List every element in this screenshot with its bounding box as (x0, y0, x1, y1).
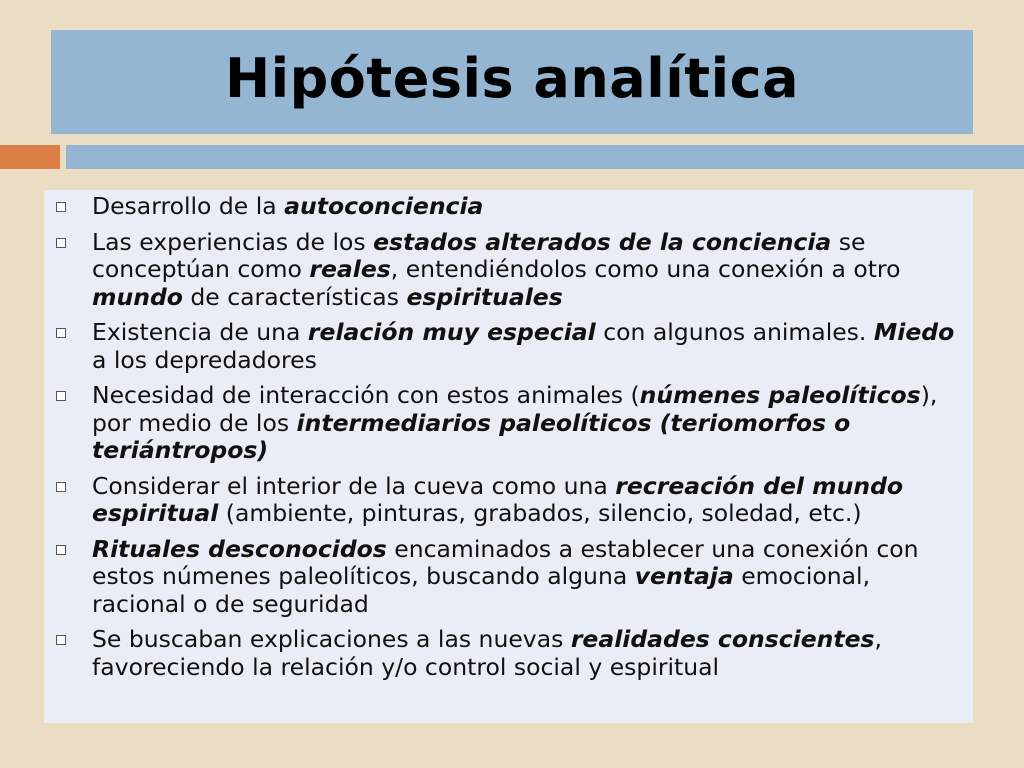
content-box (44, 190, 973, 723)
emphasized-text: realidades conscientes (570, 625, 875, 653)
bullet-text: Desarrollo de la (92, 192, 285, 220)
bullet-text: , favoreciendo la relación y/o control social y espiritual (92, 625, 883, 681)
bullet-text: Existencia de una (92, 318, 308, 346)
emphasized-text: relación muy especial (307, 318, 596, 346)
bullet-item (92, 473, 961, 528)
square-bullet-icon (56, 482, 66, 492)
square-bullet-icon (56, 202, 66, 212)
bullet-text: con algunos animales. (595, 318, 874, 346)
bullet-text: a los depredadores (92, 345, 317, 374)
square-bullet-icon (56, 238, 66, 248)
bullet-text: (ambiente, pinturas, grabados, silencio, soledad, etc.) (218, 499, 862, 527)
emphasized-text: númenes paleolíticos (639, 381, 921, 409)
emphasized-text: intermediarios paleolíticos (teriomorfos o teriántropos) (92, 408, 851, 464)
bullet-text: de características (182, 282, 407, 311)
bullet-text: Considerar el interior de la cueva como una (92, 471, 616, 500)
square-bullet-icon (56, 328, 66, 338)
square-bullet-icon (56, 545, 66, 555)
accent-bar-orange (0, 145, 60, 169)
emphasized-text: recreación del mundo espiritual (92, 471, 904, 527)
emphasized-text: autoconciencia (284, 192, 484, 220)
emphasized-text: mundo (92, 282, 183, 311)
emphasized-text: estados alterados de la conciencia (373, 227, 832, 256)
bullet-item (92, 626, 961, 681)
square-bullet-icon (56, 635, 66, 645)
bullet-list (92, 193, 961, 689)
bullet-item (92, 229, 961, 312)
bullet-text: , entendiéndolos como una conexión a otro (390, 255, 901, 283)
emphasized-text: ventaja (634, 562, 734, 590)
accent-bar-blue (66, 145, 1024, 169)
bullet-text: Necesidad de interacción con estos animales ( (92, 381, 640, 409)
bullet-text: emocional, racional o de seguridad (92, 562, 871, 618)
emphasized-text: Miedo (873, 318, 955, 346)
bullet-text: ), por medio de los (92, 381, 938, 437)
bullet-item (92, 536, 961, 619)
bullet-item (92, 193, 961, 221)
title-bar (51, 30, 973, 134)
emphasized-text: Rituales desconocidos (92, 534, 387, 563)
slide-title: Hipótesis analítica (224, 46, 800, 110)
emphasized-text: espirituales (406, 282, 563, 311)
bullet-text: se conceptúan como (92, 227, 866, 283)
emphasized-text: reales (309, 255, 391, 283)
bullet-text: encaminados a establecer una conexión con estos númenes paleolíticos, buscando alguna (92, 534, 919, 590)
bullet-text: Las experiencias de los (92, 227, 374, 256)
bullet-text: Se buscaban explicaciones a las nuevas (92, 625, 571, 653)
bullet-item (92, 319, 961, 374)
bullet-item (92, 382, 961, 465)
square-bullet-icon (56, 391, 66, 401)
